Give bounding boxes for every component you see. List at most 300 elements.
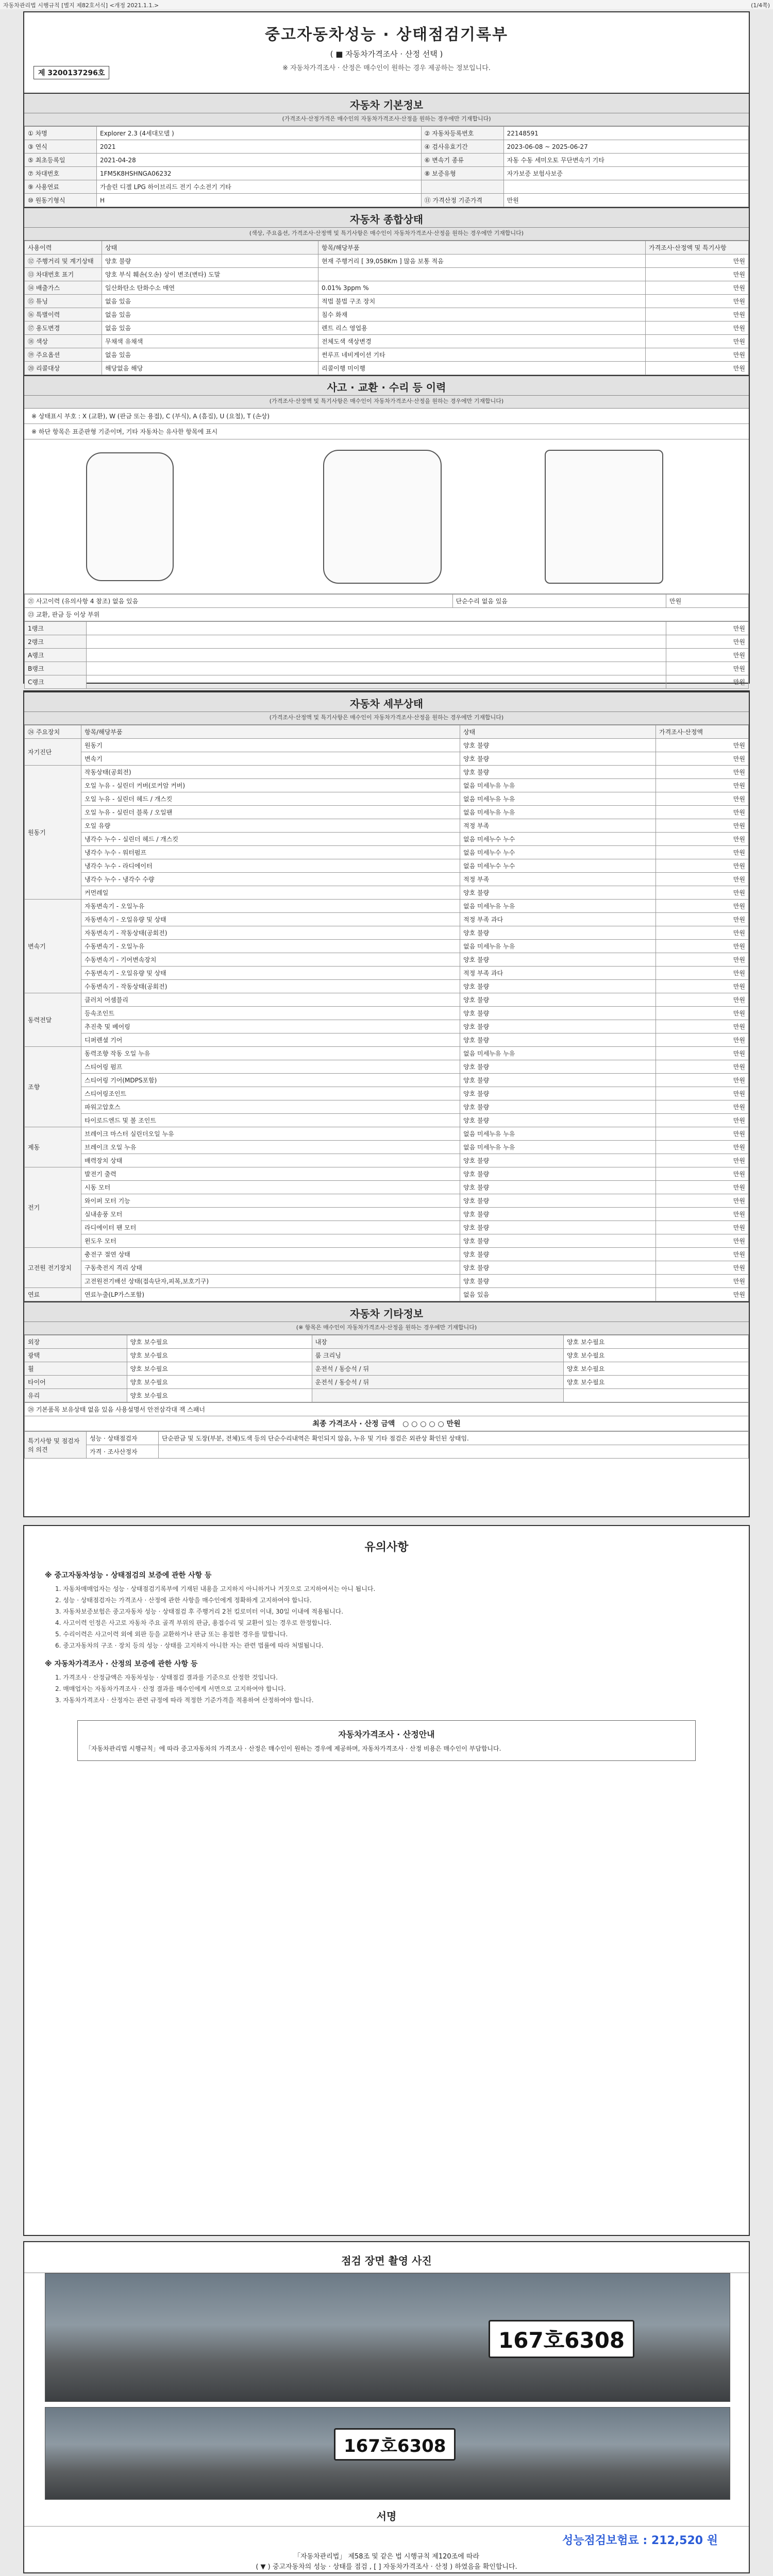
- inspection-photo-rear: [45, 2407, 730, 2500]
- overall-row: [25, 308, 749, 321]
- overall-item-detail: 적법 불법 구조 장치: [318, 295, 646, 308]
- perf-inspector-opinion: 단순판금 및 도장(부분, 전체)도색 등의 단순수리내역은 확인되지 않음, 누유 및 기타 점검은 외관상 확인된 상태임.: [159, 1432, 749, 1445]
- notes-item: 2. 성능 · 상태점검자는 가격조사 · 산정에 관한 사항을 매수인에게 정확하게 고지하여야 합니다.: [55, 1597, 312, 1604]
- status-legend: ※ 상태표시 부호 : X (교환), W (판금 또는 용접), C (부식), A (흠집), U (요철), T (손상): [24, 409, 749, 424]
- overall-item-label: ⑭ 배출가스: [25, 281, 102, 295]
- notes-item: 1. 자동차매매업자는 성능 · 상태점검기록부에 기재된 내용을 고지하지 아니하거나 거짓으로 고지하여서는 아니 됩니다.: [55, 1585, 376, 1592]
- detail-row: [25, 739, 749, 752]
- other-item-status: 양호 보수필요: [127, 1362, 312, 1376]
- detail-item-price: 만원: [656, 1208, 749, 1221]
- detail-item-label: 자동변속기 - 작동상태(공회전): [81, 926, 460, 940]
- detail-group-label: 원동기: [25, 766, 81, 900]
- detail-row: [25, 792, 749, 806]
- detail-item-price: 만원: [656, 1288, 749, 1301]
- detail-row: [25, 1127, 749, 1141]
- basic-info-row: [25, 154, 749, 167]
- detail-item-label: 등속조인트: [81, 1007, 460, 1020]
- accident-history-row: ㉑ 사고이력 (유의사항 4 참조) 없음 있음: [25, 595, 453, 608]
- overall-item-price: 만원: [646, 348, 749, 362]
- detail-item-label: 연료누출(LP가스포함): [81, 1288, 460, 1301]
- overall-status-table: [24, 241, 749, 375]
- overall-item-status: 양호 불량: [102, 255, 318, 268]
- detail-item-status: 없음 미세누유 누유: [460, 1141, 656, 1154]
- overall-header-cell: 사용이력: [25, 241, 102, 255]
- detail-item-status: 양호 불량: [460, 1033, 656, 1047]
- inspection-photo-front: [45, 2273, 730, 2402]
- detail-row: [25, 1221, 749, 1234]
- detail-item-price: 만원: [656, 1141, 749, 1154]
- final-price-value: ○ ○ ○ ○ ○ 만원: [402, 1420, 461, 1428]
- perf-inspector-label: 성능 · 상태점검자: [87, 1432, 159, 1445]
- overall-item-price: 만원: [646, 321, 749, 335]
- overall-item-detail: 썬루프 네비게이션 기타: [318, 348, 646, 362]
- detail-item-label: 추진축 및 베어링: [81, 1020, 460, 1033]
- rank-label: 2랭크: [25, 635, 87, 649]
- detail-row: [25, 913, 749, 926]
- other-info-table: [24, 1335, 749, 1402]
- detail-item-price: 만원: [656, 886, 749, 900]
- rank-row: [25, 675, 749, 689]
- rank-price: 만원: [666, 649, 749, 662]
- form-regulation-text: 자동차관리법 시행규칙 [별지 제82호서식] <개정 2021.1.1.>: [3, 2, 159, 9]
- detail-row: [25, 1261, 749, 1275]
- basic-field-value: 2021: [97, 140, 422, 154]
- overall-item-price: 만원: [646, 281, 749, 295]
- detail-item-price: 만원: [656, 846, 749, 859]
- detail-item-label: 변속기: [81, 752, 460, 766]
- other-info-row: [25, 1349, 749, 1362]
- other-item-label: [312, 1389, 563, 1402]
- detail-item-price: 만원: [656, 859, 749, 873]
- detail-item-status: 없음 미세누유 누유: [460, 779, 656, 792]
- basic-field-label: ⑨ 사용연료: [25, 180, 97, 194]
- basic-field-value: Explorer 2.3 (4세대모델 ): [97, 127, 422, 140]
- basic-info-note: (가격조사·산정가격은 매수인의 자동차가격조사·산정을 원하는 경우에만 기재합니다): [24, 113, 749, 126]
- rank-label: A랭크: [25, 649, 87, 662]
- detail-item-status: 양호 불량: [460, 739, 656, 752]
- basic-field-value: 2023-06-08 ~ 2025-06-27: [503, 140, 748, 154]
- basic-info-row: [25, 140, 749, 154]
- rank-parts: [87, 635, 666, 649]
- photo-section-title: 점검 장면 촬영 사진: [24, 2242, 749, 2273]
- detail-item-price: 만원: [656, 1248, 749, 1261]
- price-guide-title: 자동차가격조사 · 산정안내: [338, 1730, 435, 1739]
- detail-item-label: 구동축전지 격리 상태: [81, 1261, 460, 1275]
- detail-item-price: 만원: [656, 1087, 749, 1100]
- overall-row: [25, 281, 749, 295]
- overall-row: [25, 255, 749, 268]
- detail-item-status: 양호 불량: [460, 1007, 656, 1020]
- detail-item-label: 브레이크 마스터 실린더오일 누유: [81, 1127, 460, 1141]
- detail-item-price: 만원: [656, 1047, 749, 1060]
- detail-item-label: 고전원전기배선 상태(접속단자,피복,보호기구): [81, 1275, 460, 1288]
- detail-item-price: 만원: [656, 926, 749, 940]
- overall-item-label: ⑬ 차대번호 표기: [25, 268, 102, 281]
- overall-item-price: 만원: [646, 255, 749, 268]
- detail-item-price: 만원: [656, 953, 749, 967]
- detail-row: [25, 873, 749, 886]
- detail-item-label: 냉각수 누수 - 냉각수 수량: [81, 873, 460, 886]
- other-item-status: 양호 보수필요: [127, 1335, 312, 1349]
- detail-item-status: 양호 불량: [460, 1221, 656, 1234]
- detail-item-status: 양호 불량: [460, 1194, 656, 1208]
- overall-row: [25, 295, 749, 308]
- detail-item-status: 양호 불량: [460, 993, 656, 1007]
- detail-item-status: 양호 불량: [460, 980, 656, 993]
- detail-row: [25, 1167, 749, 1181]
- other-item-status: [563, 1389, 748, 1402]
- notes-item: 5. 수리이력은 사고이력 외에 외판 등을 교환하거나 판금 또는 용접한 경우를 말합니다.: [55, 1631, 288, 1638]
- overall-item-detail: 렌트 리스 영업용: [318, 321, 646, 335]
- overall-item-price: 만원: [646, 268, 749, 281]
- overall-item-label: ⑲ 주요옵션: [25, 348, 102, 362]
- basic-field-value: 22148591: [503, 127, 748, 140]
- overall-row: [25, 321, 749, 335]
- basic-info-table: [24, 126, 749, 207]
- detail-row: [25, 1060, 749, 1074]
- car-diagram: [24, 439, 749, 594]
- detail-row: [25, 926, 749, 940]
- detail-row: [25, 953, 749, 967]
- detail-item-label: 오일 누유 - 실린더 커버(로커암 커버): [81, 779, 460, 792]
- overall-item-status: 없음 있음: [102, 308, 318, 321]
- price-inspector-opinion: [159, 1445, 749, 1459]
- detail-item-price: 만원: [656, 1194, 749, 1208]
- detail-row: [25, 1181, 749, 1194]
- other-item-status: 양호 보수필요: [563, 1335, 748, 1349]
- detail-item-label: 타이로드엔드 및 볼 조인트: [81, 1114, 460, 1127]
- notes-item: 3. 자동차가격조사 · 산정자는 관련 규정에 따라 적정한 기준가격을 적용하여 산정하여야 합니다.: [55, 1697, 314, 1704]
- detail-item-label: 라디에이터 팬 모터: [81, 1221, 460, 1234]
- notes-head-1: ※ 중고자동차성능 · 상태점검의 보증에 관한 사항 등: [45, 1571, 212, 1580]
- detail-item-label: 원동기: [81, 739, 460, 752]
- page-2: [23, 690, 750, 1517]
- price-inspector-label: 가격 · 조사산정자: [87, 1445, 159, 1459]
- page-indicator: (1/4쪽): [751, 2, 770, 9]
- detail-item-price: 만원: [656, 1127, 749, 1141]
- simple-repair-row: 단순수리 없음 있음: [452, 595, 666, 608]
- detail-row: [25, 900, 749, 913]
- detail-row: [25, 1087, 749, 1100]
- detail-item-label: 자동변속기 - 오일유량 및 상태: [81, 913, 460, 926]
- signature-line-2: ( ▼ ) 중고자동차의 성능 · 상태를 점검 , [ ] 자동차가격조사 · 산정 ) 하였음을 확인합니다.: [256, 2563, 517, 2571]
- detail-item-price: 만원: [656, 1114, 749, 1127]
- detail-row: [25, 752, 749, 766]
- rank-table: [24, 621, 749, 689]
- rank-parts: [87, 662, 666, 675]
- detail-item-status: 양호 불량: [460, 1167, 656, 1181]
- basic-field-label: ② 자동차등록번호: [421, 127, 503, 140]
- detail-item-status: 양호 불량: [460, 766, 656, 779]
- detail-item-label: 와이퍼 모터 기능: [81, 1194, 460, 1208]
- other-item-label: 운전석 / 동승석 / 뒤: [312, 1376, 563, 1389]
- other-info-note: (※ 항목은 매수인이 자동차가격조사·산정을 원하는 경우에만 기재합니다): [24, 1322, 749, 1335]
- detail-status-title: 자동차 세부상태: [24, 691, 749, 712]
- detail-header-row: [25, 725, 749, 739]
- basic-field-label: ① 차명: [25, 127, 97, 140]
- rank-row: [25, 622, 749, 635]
- rank-row: [25, 635, 749, 649]
- detail-item-label: 수동변속기 - 오일유량 및 상태: [81, 967, 460, 980]
- detail-item-status: 없음 미세누유 누유: [460, 806, 656, 819]
- detail-row: [25, 1154, 749, 1167]
- detail-item-status: 양호 불량: [460, 1275, 656, 1288]
- overall-row: [25, 335, 749, 348]
- detail-group-label: 연료: [25, 1288, 81, 1301]
- accident-table: [24, 594, 749, 621]
- form-header-bar: [0, 0, 773, 9]
- car-front-view: [86, 452, 174, 581]
- detail-item-label: 냉각수 누수 - 실린더 헤드 / 개스킷: [81, 833, 460, 846]
- rank-label: 1랭크: [25, 622, 87, 635]
- page-3: [23, 1525, 750, 2236]
- overall-item-label: ⑫ 주행거리 및 계기상태: [25, 255, 102, 268]
- detail-item-price: 만원: [656, 1221, 749, 1234]
- detail-item-status: 양호 불량: [460, 1060, 656, 1074]
- overall-item-detail: [318, 268, 646, 281]
- license-plate-2: 167호6308: [334, 2428, 456, 2461]
- overall-item-detail: 전체도색 색상변경: [318, 335, 646, 348]
- detail-item-status: 양호 불량: [460, 752, 656, 766]
- status-legend-note: ※ 하단 항목은 표준판형 기준이며, 기타 자동차는 유사한 항목에 표시: [24, 424, 749, 439]
- car-top-view: [323, 450, 442, 584]
- detail-group-label: 변속기: [25, 900, 81, 993]
- detail-row: [25, 967, 749, 980]
- overall-item-status: 해당없음 해당: [102, 362, 318, 375]
- detail-item-status: 양호 불량: [460, 1100, 656, 1114]
- detail-item-price: 만원: [656, 873, 749, 886]
- overall-item-label: ⑱ 색상: [25, 335, 102, 348]
- basic-field-label: ⑥ 변속기 종류: [421, 154, 503, 167]
- detail-status-table: [24, 725, 749, 1301]
- accident-price: 만원: [666, 595, 749, 608]
- basic-field-value: 만원: [503, 194, 748, 207]
- detail-item-price: 만원: [656, 792, 749, 806]
- detail-header-cell: 가격조사·산정액: [656, 725, 749, 739]
- detail-item-label: 오일 누유 - 실린더 헤드 / 개스킷: [81, 792, 460, 806]
- overall-item-detail: 리콜이행 미이행: [318, 362, 646, 375]
- other-info-title: 자동차 기타정보: [24, 1301, 749, 1322]
- rank-label: B랭크: [25, 662, 87, 675]
- detail-item-label: 브레이크 오일 누유: [81, 1141, 460, 1154]
- detail-row: [25, 766, 749, 779]
- detail-status-note: (가격조사·산정액 및 특기사항은 매수인이 자동차가격조사·산정을 원하는 경우에만 기재합니다): [24, 712, 749, 725]
- final-price-row: [25, 1416, 749, 1431]
- detail-item-price: 만원: [656, 1074, 749, 1087]
- other-item-status: 양호 보수필요: [127, 1376, 312, 1389]
- detail-row: [25, 940, 749, 953]
- overall-item-label: ⑰ 용도변경: [25, 321, 102, 335]
- detail-item-status: 양호 불량: [460, 1208, 656, 1221]
- overall-header-row: [25, 241, 749, 255]
- overall-item-status: 없음 있음: [102, 348, 318, 362]
- insurance-fee: 성능점검보험료 : 212,520 원: [562, 2534, 718, 2547]
- detail-item-label: 동력조향 작동 오일 누유: [81, 1047, 460, 1060]
- overall-header-cell: 상태: [102, 241, 318, 255]
- rank-price: 만원: [666, 675, 749, 689]
- detail-item-label: 디퍼렌셜 기어: [81, 1033, 460, 1047]
- detail-item-label: 수동변속기 - 기어변속장치: [81, 953, 460, 967]
- detail-item-price: 만원: [656, 1007, 749, 1020]
- detail-item-price: 만원: [656, 833, 749, 846]
- detail-item-label: 수동변속기 - 오일누유: [81, 940, 460, 953]
- detail-header-cell: 상태: [460, 725, 656, 739]
- detail-item-price: 만원: [656, 779, 749, 792]
- detail-row: [25, 1141, 749, 1154]
- detail-item-price: 만원: [656, 967, 749, 980]
- detail-item-price: 만원: [656, 1154, 749, 1167]
- overall-status-title: 자동차 종합상태: [24, 207, 749, 228]
- detail-item-price: 만원: [656, 993, 749, 1007]
- detail-row: [25, 1074, 749, 1087]
- document-title: 중고자동차성능 · 상태점검기록부: [264, 26, 508, 44]
- detail-row: [25, 993, 749, 1007]
- detail-item-price: 만원: [656, 1181, 749, 1194]
- detail-item-status: 없음 미세누유 누유: [460, 1047, 656, 1060]
- final-price-label: 최종 가격조사 · 산정 금액: [312, 1420, 395, 1428]
- detail-item-status: 양호 불량: [460, 926, 656, 940]
- detail-item-price: 만원: [656, 752, 749, 766]
- overall-item-detail: 침수 화재: [318, 308, 646, 321]
- rank-row: [25, 649, 749, 662]
- detail-item-status: 없음 미세누수 누수: [460, 859, 656, 873]
- detail-row: [25, 1114, 749, 1127]
- basic-field-label: [421, 180, 503, 194]
- detail-item-status: 적정 부족 과다: [460, 967, 656, 980]
- detail-item-price: 만원: [656, 940, 749, 953]
- detail-item-label: 배력장치 상태: [81, 1154, 460, 1167]
- detail-item-price: 만원: [656, 1060, 749, 1074]
- basic-field-label: ⑦ 차대번호: [25, 167, 97, 180]
- detail-row: [25, 806, 749, 819]
- basic-field-label: ⑪ 가격산정 기준가격: [421, 194, 503, 207]
- detail-group-label: 제동: [25, 1127, 81, 1167]
- detail-item-price: 만원: [656, 739, 749, 752]
- detail-item-price: 만원: [656, 806, 749, 819]
- detail-item-status: 양호 불량: [460, 1020, 656, 1033]
- detail-item-label: 스티어링 기어(MDPS포함): [81, 1074, 460, 1087]
- detail-row: [25, 1208, 749, 1221]
- notes-title: 유의사항: [364, 1541, 409, 1554]
- detail-row: [25, 819, 749, 833]
- notes-list-2: [24, 1673, 749, 1705]
- signature-title: 서명: [24, 2505, 749, 2527]
- basic-field-value: 가솔린 디젤 LPG 하이브리드 전기 수소전기 기타: [97, 180, 422, 194]
- basic-field-label: ③ 연식: [25, 140, 97, 154]
- notes-item: 3. 자동차보증보험은 중고자동차 성능 · 상태점검 후 주행거리 2천 킬로미터 이내, 30일 이내에 적용됩니다.: [55, 1608, 344, 1615]
- detail-header-cell: ㉔ 주요장치: [25, 725, 81, 739]
- detail-item-status: 없음 있음: [460, 1288, 656, 1301]
- detail-header-cell: 항목/해당부품: [81, 725, 460, 739]
- other-item-status: 양호 보수필요: [563, 1362, 748, 1376]
- detail-item-status: 없음 미세누유 누유: [460, 940, 656, 953]
- basic-field-label: ④ 검사유효기간: [421, 140, 503, 154]
- basic-info-row: [25, 194, 749, 207]
- rank-price: 만원: [666, 635, 749, 649]
- document-number-label: 제: [38, 69, 45, 77]
- detail-item-price: 만원: [656, 900, 749, 913]
- overall-item-status: 없음 있음: [102, 321, 318, 335]
- other-item-label: 휠: [25, 1362, 127, 1376]
- detail-item-label: 자동변속기 - 오일누유: [81, 900, 460, 913]
- detail-item-label: 작동상태(공회전): [81, 766, 460, 779]
- detail-item-price: 만원: [656, 913, 749, 926]
- detail-item-price: 만원: [656, 1020, 749, 1033]
- overall-status-note: (색상, 주요옵션, 가격조사·산정액 및 특기사항은 매수인이 자동차가격조사·산정을 원하는 경우에만 기재합니다): [24, 228, 749, 241]
- rank-parts: [87, 622, 666, 635]
- detail-item-status: 적정 부족: [460, 873, 656, 886]
- other-info-row: [25, 1335, 749, 1349]
- rank-row: [25, 662, 749, 675]
- detail-item-status: 양호 불량: [460, 1234, 656, 1248]
- page-4: [23, 2241, 750, 2573]
- overall-item-label: ⑯ 특별이력: [25, 308, 102, 321]
- detail-row: [25, 846, 749, 859]
- detail-row: [25, 1275, 749, 1288]
- detail-item-price: 만원: [656, 1033, 749, 1047]
- overall-item-label: ⑮ 튜닝: [25, 295, 102, 308]
- price-guide-box: [77, 1720, 696, 1761]
- detail-item-price: 만원: [656, 1100, 749, 1114]
- detail-row: [25, 779, 749, 792]
- detail-item-status: 양호 불량: [460, 1074, 656, 1087]
- document-number: [33, 66, 109, 79]
- notes-list-1: [24, 1584, 749, 1650]
- basic-field-value: 자가보증 보험사보증: [503, 167, 748, 180]
- overall-row: [25, 362, 749, 375]
- detail-item-status: 적정 부족: [460, 819, 656, 833]
- detail-item-label: 윈도우 모터: [81, 1234, 460, 1248]
- license-plate-1: 167호6308: [489, 2320, 634, 2358]
- other-item-status: 양호 보수필요: [127, 1389, 312, 1402]
- signature-line-1: 「자동차관리법」 제58조 및 같은 법 시행규칙 제120조에 따라: [294, 2553, 479, 2561]
- overall-item-price: 만원: [646, 308, 749, 321]
- detail-row: [25, 1020, 749, 1033]
- other-item-status: 양호 보수필요: [127, 1349, 312, 1362]
- notes-item: 6. 중고자동차의 구조 · 장치 등의 성능 · 상태를 고지하지 아니한 자는 관련 법률에 따라 처벌됩니다.: [55, 1642, 324, 1649]
- detail-item-price: 만원: [656, 980, 749, 993]
- other-item-label: 타이어: [25, 1376, 127, 1389]
- detail-item-label: 냉각수 누수 - 라디에이터: [81, 859, 460, 873]
- document-note: ※ 자동차가격조사 · 산정은 매수인이 원하는 경우 제공하는 정보입니다.: [282, 64, 491, 72]
- rank-parts: [87, 649, 666, 662]
- basic-info-row: [25, 167, 749, 180]
- basic-field-label: ⑩ 원동기형식: [25, 194, 97, 207]
- detail-row: [25, 833, 749, 846]
- accident-history-note: (가격조사·산정액 및 특기사항은 매수인이 자동차가격조사·산정을 원하는 경우에만 기재합니다): [24, 396, 749, 409]
- overall-item-price: 만원: [646, 362, 749, 375]
- detail-item-status: 없음 미세누유 누유: [460, 792, 656, 806]
- detail-item-label: 스티어링조인트: [81, 1087, 460, 1100]
- overall-item-status: 없음 있음: [102, 295, 318, 308]
- overall-item-status: 일산화탄소 탄화수소 매연: [102, 281, 318, 295]
- detail-item-status: 양호 불량: [460, 886, 656, 900]
- detail-item-status: 없음 미세누유 누유: [460, 1127, 656, 1141]
- detail-row: [25, 980, 749, 993]
- detail-item-price: 만원: [656, 1275, 749, 1288]
- overall-row: [25, 268, 749, 281]
- detail-group-label: 자기진단: [25, 739, 81, 766]
- basic-info-row: [25, 127, 749, 140]
- detail-item-label: 오일 유량: [81, 819, 460, 833]
- rank-label: C랭크: [25, 675, 87, 689]
- basic-field-value: 1FM5K8HSHNGA06232: [97, 167, 422, 180]
- notes-item: 4. 사고이력 인정은 사고로 자동차 주요 골격 부위의 판금, 용접수리 및 교환이 있는 경우로 한정합니다.: [55, 1619, 332, 1626]
- detail-item-status: 양호 불량: [460, 1114, 656, 1127]
- other-info-row: [25, 1362, 749, 1376]
- detail-item-status: 없음 미세누유 누유: [460, 900, 656, 913]
- detail-item-label: 스티어링 펌프: [81, 1060, 460, 1074]
